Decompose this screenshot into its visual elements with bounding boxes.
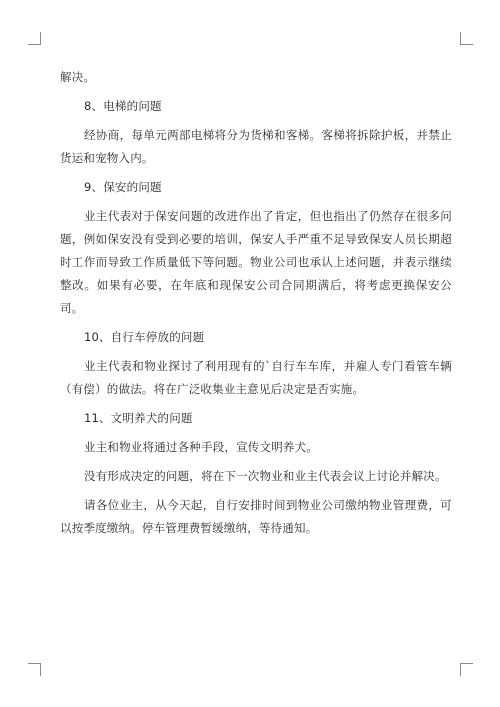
paragraph-security: 业主代表对于保安问题的改进作出了肯定，但也指出了仍然存在很多问题，例如保安没有受到必要的培训，保安人手严重不足导致保安人员长期超时工作而导致工作质量低下等问题。物业公司也承认上述问题，并表示继续整改。如果有必要，在年底和现保安公司合同期满后，将考虑更换保安公司。 (60, 209, 452, 315)
paragraph-fees-notice: 请各位业主，从今天起，自行安排时间到物业公司缴纳物业管理费，可以按季度缴纳。停车管理费暂缓缴纳，等待通知。 (60, 498, 452, 535)
crop-mark-top-left (28, 32, 41, 45)
paragraph-unresolved: 没有形成决定的问题，将在下一次物业和业主代表会议上讨论并解决。 (84, 469, 447, 483)
crop-mark-bottom-right (460, 663, 473, 676)
crop-mark-bottom-left (28, 663, 41, 676)
paragraph-dogs: 业主和物业将通过各种手段，宣传文明养犬。 (84, 440, 318, 454)
section-heading-security: 9、保安的问题 (84, 180, 162, 194)
paragraph-elevator: 经协商，每单元两部电梯将分为货梯和客梯。客梯将拆除护板，并禁止货运和宠物入内。 (60, 128, 452, 165)
crop-mark-top-right (460, 32, 473, 45)
section-heading-elevator: 8、电梯的问题 (84, 99, 162, 113)
paragraph-bicycle: 业主代表和物业探讨了利用现有的`自行车车库，并雇人专门看管车辆（有偿）的做法。将在广泛收集业主意见后决定是否实施。 (60, 359, 452, 396)
section-heading-dogs: 11、文明养犬的问题 (84, 411, 193, 425)
section-heading-bicycle: 10、自行车停放的问题 (84, 330, 205, 344)
paragraph-continuation: 解决。 (60, 70, 96, 84)
document-body (60, 66, 452, 546)
